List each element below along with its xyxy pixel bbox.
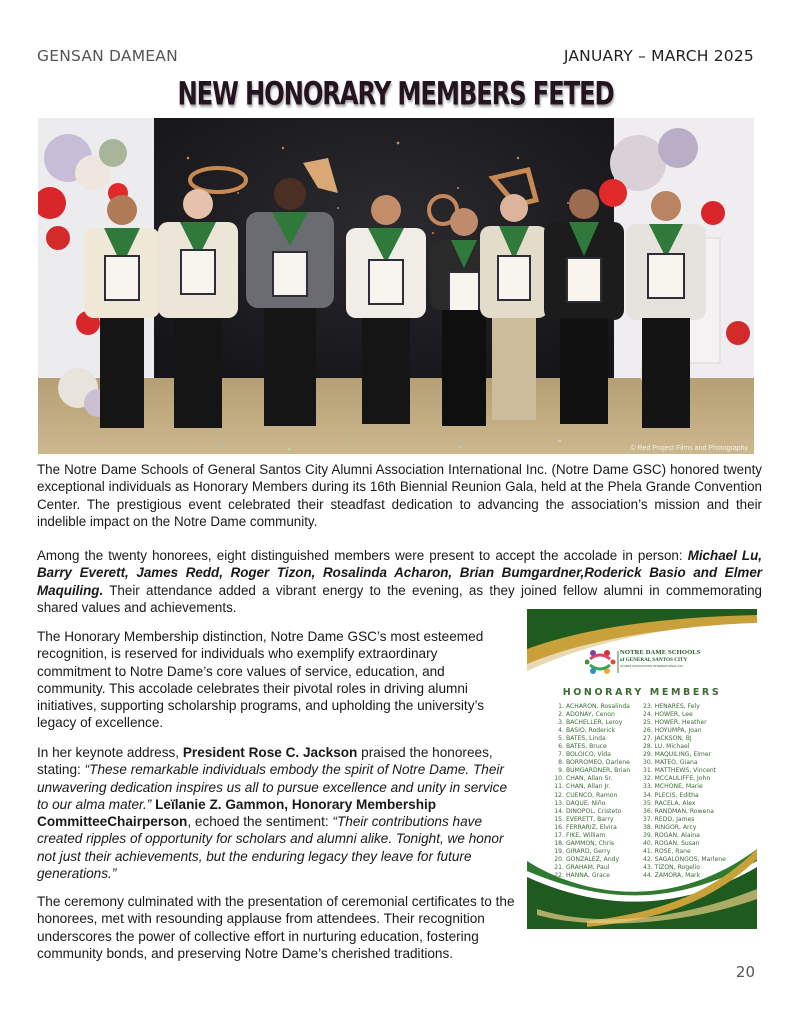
- p4-c: , echoed the sentiment:: [187, 814, 333, 830]
- member-list-item: [643, 719, 726, 727]
- member-list-item: [643, 775, 726, 783]
- member-number: 22.: [554, 871, 564, 879]
- member-number: 41.: [643, 847, 653, 855]
- p2-intro: Among the twenty honorees, eight distinguished members were present to accept the accolade in person:: [37, 548, 688, 563]
- member-number: 12.: [554, 791, 564, 799]
- member-list-item: [547, 872, 630, 880]
- member-number: 30.: [643, 759, 653, 767]
- member-list-item: [547, 840, 630, 848]
- member-name: CHAN, Allan Jr.: [565, 783, 611, 791]
- member-list-item: [643, 824, 726, 832]
- member-list-item: [643, 759, 726, 767]
- member-number: 3.: [558, 719, 564, 727]
- member-number: 43.: [643, 863, 653, 871]
- member-number: 39.: [643, 831, 653, 839]
- member-name: GAMMON, Chris: [565, 839, 615, 847]
- member-list-item: [547, 864, 630, 872]
- member-name: ACHARON, Rosalinda: [565, 703, 630, 710]
- member-number: 36.: [643, 807, 653, 815]
- member-number: 23.: [643, 703, 653, 710]
- member-list-item: [643, 783, 726, 791]
- honorees-group-photo: [38, 118, 754, 454]
- member-name: BUMGARDNER, Brian: [565, 767, 631, 775]
- article-paragraph-2: [37, 547, 762, 616]
- member-name: ROGAN, Alaina: [654, 831, 700, 839]
- member-name: ROGAN, Susan: [654, 839, 700, 847]
- member-list-item: [643, 848, 726, 856]
- publication-name: GENSAN DAMEAN: [37, 47, 178, 65]
- member-list-item: [643, 872, 726, 880]
- member-name: MATEO, Giana: [654, 759, 698, 767]
- member-list-item: [643, 816, 726, 824]
- member-name: DINOPOL, Cristeto: [565, 807, 622, 815]
- member-list-item: [643, 792, 726, 800]
- member-number: 38.: [643, 823, 653, 831]
- member-number: 2.: [558, 711, 564, 719]
- issue-date: JANUARY – MARCH 2025: [563, 47, 754, 65]
- member-number: 10.: [554, 775, 564, 783]
- member-number: 16.: [554, 823, 564, 831]
- member-number: 27.: [643, 735, 653, 743]
- member-list-item: [643, 711, 726, 719]
- member-list-item: [643, 800, 726, 808]
- member-name: BATES, Bruce: [565, 743, 607, 751]
- member-list-item: [643, 808, 726, 816]
- member-list-item: [547, 832, 630, 840]
- member-name: FIKE, William: [565, 831, 606, 839]
- member-name: MAQUILING, Elmer: [654, 751, 712, 759]
- member-name: DAQUE, Niño: [565, 799, 606, 807]
- member-list-item: [547, 775, 630, 783]
- member-list-item: [643, 832, 726, 840]
- member-list-item: [547, 783, 630, 791]
- member-list-item: [643, 743, 726, 751]
- present-honorees: Michael Lu, Barry Everett, James Redd, Roger Tizon, Rosalinda Acharon, Brian Bumgardner,Roderick Basio and Elmer Maquiling.: [37, 548, 763, 598]
- org-line-1: NOTRE DAME SCHOOLS: [620, 649, 701, 656]
- member-list-item: [547, 800, 630, 808]
- member-number: 19.: [554, 847, 564, 855]
- member-list-item: [643, 856, 726, 864]
- member-name: GRAHAM, Paul: [565, 863, 610, 871]
- member-list-item: [547, 711, 630, 719]
- member-name: MATTHEWS, Vincent: [654, 767, 717, 775]
- member-name: ADONAY, Cenon: [565, 711, 615, 719]
- member-name: RINGOR, Arcy: [654, 823, 697, 831]
- member-number: 18.: [554, 839, 564, 847]
- member-name: HANNA, Grace: [565, 871, 610, 879]
- member-number: 42.: [643, 855, 653, 863]
- member-list-item: [547, 824, 630, 832]
- member-list-item: [547, 727, 630, 735]
- member-name: SAGALONGOS, Marlene: [654, 855, 726, 863]
- member-list-item: [547, 719, 630, 727]
- member-number: 33.: [643, 783, 653, 791]
- member-number: 1.: [558, 703, 564, 710]
- p2-rest: Their attendance added a vibrant energy to the evening, as they joined fellow alumni in commemorating shared values and achievements.: [37, 582, 762, 615]
- member-name: HOYUMPA, Joan: [654, 727, 702, 735]
- member-name: TIZON, Rogelio: [654, 863, 700, 871]
- member-list-item: [547, 735, 630, 743]
- article-headline: NEW HONORARY MEMBERS FETED: [177, 76, 614, 113]
- member-number: 15.: [554, 815, 564, 823]
- member-list-item: [547, 759, 630, 767]
- member-name: FERRARIZ, Elvira: [565, 823, 617, 831]
- member-list-item: [547, 792, 630, 800]
- member-name: ZAMORA, Mark: [654, 871, 701, 879]
- member-number: 20.: [554, 855, 564, 863]
- article-paragraph-3: The Honorary Membership distinction, Notre Dame GSC’s most esteemed recognition, is reserved for individuals who exemplify extraordinary commitment to Notre Dame’s core values of service, education, and community. This accolade celebrates their pivotal roles in driving alumni initiatives, supporting scholarship programs, and upholding the university’s legacy of excellence.: [37, 629, 485, 731]
- member-number: 6.: [558, 743, 564, 751]
- member-name: GONZALEZ, Andy: [565, 855, 620, 863]
- speaker-chairperson: Leïlanie Z. Gammon, Honorary Membership CommitteeChairperson: [37, 796, 437, 830]
- member-number: 25.: [643, 719, 653, 727]
- page-number: 20: [735, 963, 755, 981]
- member-name: RANDMAN, Rowena: [654, 807, 714, 815]
- member-number: 31.: [643, 767, 653, 775]
- member-number: 17.: [554, 831, 564, 839]
- member-name: HENARES, Fely: [654, 703, 700, 710]
- member-list-item: [643, 703, 726, 711]
- member-number: 13.: [554, 799, 564, 807]
- member-number: 44.: [643, 871, 653, 879]
- member-name: REDO, James: [654, 815, 695, 823]
- member-number: 35.: [643, 799, 653, 807]
- member-name: BASIO, Roderick: [565, 727, 616, 735]
- photo-illustration: [38, 118, 754, 454]
- member-number: 9.: [558, 767, 564, 775]
- org-line-2: of GENERAL SANTOS CITY: [620, 657, 688, 663]
- org-line-3: ALUMNI ASSOCIATION INTERNATIONAL INC.: [620, 664, 684, 668]
- member-list-item: [547, 767, 630, 775]
- member-name: CUENCO, Ramon: [565, 791, 618, 799]
- member-name: BATES, Linda: [565, 735, 606, 743]
- members-list-column-2: [643, 703, 726, 880]
- p4-b: praised the honorees, stating:: [37, 745, 493, 778]
- member-name: JACKSON, BJ: [654, 735, 692, 743]
- member-name: ROSE, Rane: [654, 847, 691, 855]
- member-list-item: [547, 808, 630, 816]
- member-number: 40.: [643, 839, 653, 847]
- member-number: 34.: [643, 791, 653, 799]
- photo-credit: © Red Project Films and Photography: [630, 445, 748, 452]
- member-list-item: [547, 856, 630, 864]
- member-list-item: [547, 816, 630, 824]
- p4-a: In her keynote address,: [37, 745, 183, 760]
- member-list-item: [547, 848, 630, 856]
- member-number: 4.: [558, 727, 564, 735]
- member-list-item: [643, 840, 726, 848]
- member-list-item: [643, 864, 726, 872]
- member-number: 37.: [643, 815, 653, 823]
- member-list-item: [547, 743, 630, 751]
- member-name: GIRARD, Gerry: [565, 847, 611, 855]
- member-name: EVERETT, Barry: [565, 815, 614, 823]
- member-list-item: [643, 751, 726, 759]
- member-name: LU, Michael: [654, 743, 690, 751]
- member-name: CHAN, Allan Sr.: [565, 775, 613, 783]
- member-number: 7.: [558, 751, 564, 759]
- member-number: 28.: [643, 743, 653, 751]
- member-list-item: [547, 751, 630, 759]
- honorary-members-card: [527, 609, 757, 929]
- member-list-item: [643, 727, 726, 735]
- honorary-members-title: HONORARY MEMBERS: [562, 687, 722, 698]
- member-name: HOWER, Lee: [654, 711, 693, 719]
- org-name: [620, 649, 710, 668]
- member-number: 24.: [643, 711, 653, 719]
- member-number: 26.: [643, 727, 653, 735]
- member-name: HOWER, Heather: [654, 719, 707, 727]
- quote-chairperson: “Their contributions have created ripples of opportunity for scholars and alumni alike. Tonight, we honor not just their achievements, but the enduring legacy they leave for future generations.”: [37, 814, 504, 882]
- article-paragraph-1: The Notre Dame Schools of General Santos City Alumni Association International Inc. (Notre Dame GSC) honored twenty exceptional individuals as Honorary Members during its 16th Biennial Reunion Gala, held at the Phela Grande Convention Center. The prestigious event celebrated their steadfast dedication to advancing the association’s mission and their indelible impact on the Notre Dame community.: [37, 462, 762, 529]
- member-number: 8.: [558, 759, 564, 767]
- member-number: 21.: [554, 863, 564, 871]
- article-paragraph-5: The ceremony culminated with the presentation of ceremonial certificates to the honorees, met with resounding applause from attendees. Their recognition underscores the power of collective effort in nurturing education, fostering community bonds, and preserving Notre Dame’s cherished traditions.: [37, 894, 515, 961]
- member-name: BACHELLER, Leroy: [565, 719, 623, 727]
- speaker-president: President Rose C. Jackson: [182, 745, 358, 760]
- member-name: MCHONE, Marie: [654, 783, 703, 791]
- member-number: 5.: [558, 735, 564, 743]
- article-paragraph-4: [37, 744, 515, 882]
- member-name: PLECIS, Editha: [654, 791, 699, 799]
- members-list-column-1: [547, 703, 630, 880]
- member-name: BOLOICO, Vida: [565, 751, 611, 759]
- member-name: MCCAULIFFE, John: [654, 775, 711, 783]
- member-name: RACELA, Alex: [654, 799, 696, 807]
- member-number: 29.: [643, 751, 653, 759]
- quote-president: “These remarkable individuals embody the spirit of Notre Dame. Their unwavering dedication inspires us all to pursue excellence and unity in service to our alma mater.”: [37, 762, 508, 812]
- member-list-item: [643, 735, 726, 743]
- member-list-item: [643, 767, 726, 775]
- member-number: 32.: [643, 775, 653, 783]
- member-list-item: [547, 703, 630, 711]
- member-number: 14.: [554, 807, 564, 815]
- member-name: BORROMEO, Darlene: [565, 759, 630, 767]
- member-number: 11.: [554, 783, 564, 791]
